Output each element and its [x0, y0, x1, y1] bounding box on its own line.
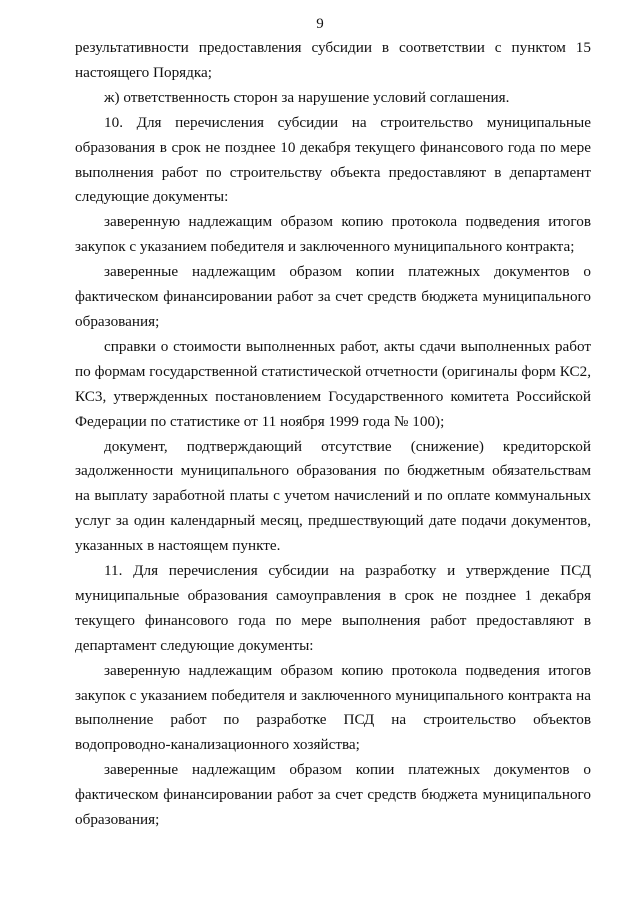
paragraph-psd-protocol-copy: заверенную надлежащим образом копию протокола подведения итогов закупок с указанием победителя и заключенного муниципального контракта на выполнение работ по разработке ПСД на строительство объектов водопроводно-канализационного хозяйства;: [75, 661, 591, 754]
paragraph-clause-10: 10. Для перечисления субсидии на строительство муниципальные образования в срок не позднее 10 декабря текущего финансового года по мере выполнения работ по строительству объекта предоставляют в департамент следующие документы:: [75, 113, 591, 206]
document-body: [75, 36, 591, 833]
paragraph-work-certificates: справки о стоимости выполненных работ, акты сдачи выполненных работ по формам государственной статистической отчетности (оригиналы форм КС2, КС3, утвержденных постановлением Государственного комитета Российской Федерации по статистике от 11 ноября 1999 года № 100);: [75, 337, 591, 430]
paragraph-item-zh: ж) ответственность сторон за нарушение условий соглашения.: [104, 88, 510, 106]
paragraph-psd-payment-docs: заверенные надлежащим образом копии платежных документов о фактическом финансировании работ за счет средств бюджета муниципального образования;: [75, 761, 591, 829]
paragraph-debt-document: документ, подтверждающий отсутствие (снижение) кредиторской задолженности муниципального образования по бюджетным обязательствам на выплату заработной платы с учетом начислений и по оплате коммунальных услуг за один календарный месяц, предшествующий дате подачи документов, указанных в настоящем пункте.: [75, 437, 591, 555]
paragraph-payment-docs: заверенные надлежащим образом копии платежных документов о фактическом финансировании работ за счет средств бюджета муниципального образования;: [75, 263, 591, 330]
paragraph-clause-11: 11. Для перечисления субсидии на разработку и утверждение ПСД муниципальные образования самоуправления в срок не позднее 1 декабря текущего финансового года по мере выполнения работ предоставляют в департамент следующие документы:: [75, 562, 591, 654]
paragraph-protocol-copy: заверенную надлежащим образом копию протокола подведения итогов закупок с указанием победителя и заключенного муниципального контракта;: [75, 213, 591, 256]
paragraph-continuation: результативности предоставления субсидии в соответствии с пунктом 15 настоящего Порядка;: [75, 39, 591, 81]
page-number: 9: [316, 16, 324, 32]
